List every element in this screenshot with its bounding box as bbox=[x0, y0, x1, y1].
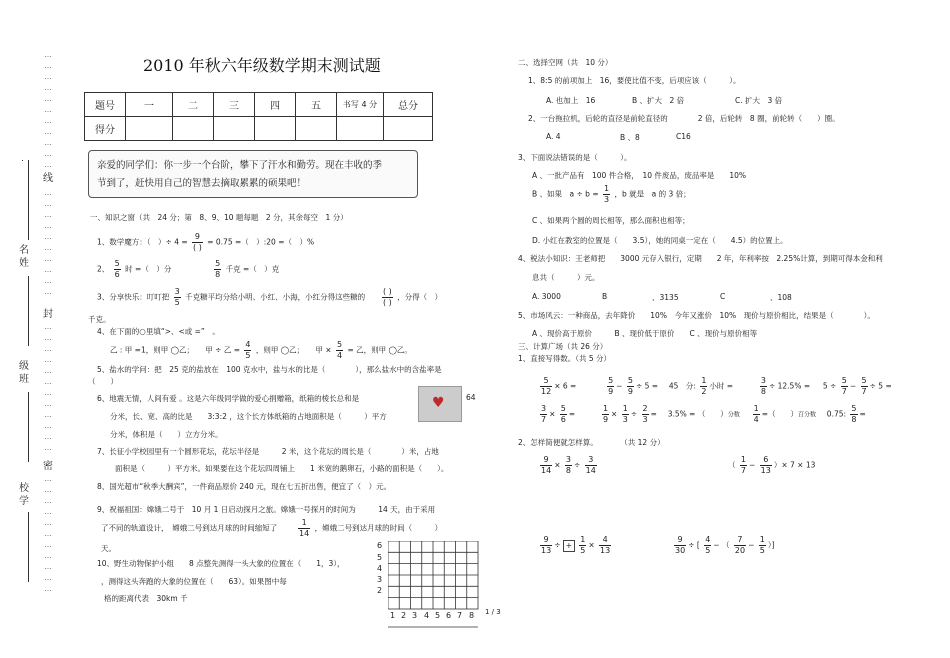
choice-3-option-a: A 、一批产品有 100 件合格， 10 件废品，废品率是 10% bbox=[532, 171, 747, 180]
grid-y-label: 5 bbox=[377, 553, 383, 562]
simplify-row-2-right bbox=[672, 535, 775, 556]
choice-2: 2、一台拖拉机，后轮的直径是前轮直径的 2 倍，后轮转 8 圈，前轮转（ ）圈。 bbox=[528, 114, 840, 123]
op: ）× 7 × 13 bbox=[773, 460, 816, 470]
op: ÷ bbox=[688, 540, 695, 550]
question-5: 5、盐水的学问：把 25 克的盐放在 100 克水中，盐与水的比是（ ），那么盐水中的含盐率是 bbox=[97, 365, 442, 374]
choice-5: 5、市场风云：一种商品，去年降价 10% 今年又涨价 10% 现价与原价相比，结果是（ ）。 bbox=[518, 311, 875, 320]
binding-dots-bottom: … … … … … … … … … … … bbox=[44, 475, 52, 593]
question-7-b: 面积是（ ）平方米。如果要在这个花坛四周铺上 1 米宽的鹅卵石，小路的面积是（ ）。 bbox=[115, 464, 449, 473]
q9-text-b: 了不同的轨道设计， 嫦娥二号到达月球的时间缩短了 bbox=[101, 523, 278, 533]
simplify-row-1 bbox=[538, 455, 599, 476]
encouragement-banner bbox=[88, 150, 418, 198]
choice-1-option-b: B 、扩大 2 倍 bbox=[632, 96, 685, 105]
question-9-b bbox=[101, 518, 442, 539]
section-2-heading: 二、选择空网（共 10 分） bbox=[518, 58, 613, 67]
op: 小时 = bbox=[709, 381, 734, 391]
op: × bbox=[588, 540, 595, 550]
fraction: $\frac{3}{8}$ bbox=[760, 376, 766, 396]
choice-4-option-b: B bbox=[602, 292, 608, 301]
margin-class-label: 级 班 bbox=[19, 361, 29, 385]
question-9-a: 9、祝福祖国：嫦娥二号于 10 月 1 日启动探月之旅。嫦娥一号探月的时间为 14 天，由于采用 bbox=[97, 505, 436, 514]
fraction: $\frac{2}{3}$ bbox=[642, 404, 648, 424]
grid-y-label: 4 bbox=[377, 564, 383, 573]
fraction: $\frac{4}{13}$ bbox=[600, 535, 611, 555]
op: − bbox=[748, 540, 755, 550]
fraction: $\frac{9}{30}$ bbox=[675, 535, 686, 555]
score-header-cell: 四 bbox=[255, 93, 296, 117]
binding-dots-top: … … … … … … … … … … … bbox=[44, 51, 52, 169]
choice-3-option-d: D. 小红在教室的位置是（ 3.5），她的同桌一定在（ 4.5）的位置上。 bbox=[532, 236, 788, 245]
score-cell[interactable] bbox=[337, 117, 384, 141]
q4-text-b: ，则甲 ◯乙； 甲 × bbox=[255, 345, 332, 355]
fraction: $\frac{1}{5}$ bbox=[580, 535, 586, 555]
grid-y-label: 6 bbox=[377, 541, 383, 550]
choice-4-option-b-value: 、3135 bbox=[652, 293, 679, 302]
choice-4-option-a: A. 3000 bbox=[532, 292, 561, 301]
question-6-a: 6、地震无情，人间有爱 。这是六年级同学做的爱心捐赠箱，纸箱的棱长总和是 bbox=[97, 394, 360, 403]
q2-text-b: 时 =（ ）分 bbox=[125, 264, 172, 274]
r3b-text-a: B 、如果 a ÷ b = bbox=[532, 189, 599, 199]
calc-1-heading: 1、直接写得数。（共 5 分） bbox=[518, 354, 612, 363]
grid-x-label: 8 bbox=[469, 611, 475, 620]
choice-2-option-c: C16 bbox=[676, 132, 691, 141]
op: ÷ bbox=[630, 409, 638, 419]
simplify-row-1-right bbox=[728, 455, 815, 476]
fraction: $\frac{5}{7}$ bbox=[861, 376, 867, 396]
q2-fraction-2: $\frac{5}{8}$ bbox=[215, 259, 221, 279]
q1-text-b: = 0.75 =（ ）:20 =（ ）% bbox=[207, 237, 315, 247]
q9-text-c: ，嫦娥二号到达月球的时间（ ） bbox=[314, 523, 443, 533]
q9-fraction: $\frac{1}{14}$ bbox=[299, 518, 310, 538]
grid-x-label: 2 bbox=[401, 611, 407, 620]
fraction: $\frac{4}{5}$ bbox=[705, 535, 711, 555]
op: ÷ 12.5% = bbox=[768, 381, 811, 391]
blank: （ ） bbox=[697, 409, 728, 419]
op: 百分数 bbox=[798, 411, 817, 419]
score-header-cell: 题号 bbox=[85, 93, 126, 117]
blank: （ ） bbox=[768, 409, 798, 419]
q1-text-a: 1、数学魔方：（ ）÷ 4 = bbox=[97, 237, 188, 247]
choice-1-option-c: C. 扩大 3 倍 bbox=[735, 96, 783, 105]
op: （ bbox=[728, 460, 736, 470]
score-header-cell: 三 bbox=[214, 93, 255, 117]
margin-secret-label: 密 bbox=[43, 461, 53, 472]
name-underline-2 bbox=[28, 276, 29, 346]
grid-x-label: 6 bbox=[446, 611, 452, 620]
margin-line-label: 线 bbox=[43, 173, 53, 184]
op: ）] bbox=[767, 540, 775, 550]
op: = bbox=[761, 409, 768, 419]
question-3 bbox=[97, 287, 442, 308]
score-cell[interactable] bbox=[214, 117, 255, 141]
question-8: 8、国光超市“秋季大酬宾”，一件商品原价 240 元，现在七五折出售，便宜了（ ）元。 bbox=[97, 482, 392, 491]
question-6-c: 分米，体积是（ ）立方分米。 bbox=[110, 430, 223, 439]
op: 0.75: bbox=[826, 409, 847, 419]
op: = bbox=[568, 409, 576, 419]
fraction: $\frac{9}{14}$ bbox=[541, 455, 552, 475]
q4-text-a: 乙 : 甲 =1，则甲 ◯乙； 甲 ÷ 乙 = bbox=[110, 345, 240, 355]
grid-y-label: 3 bbox=[377, 575, 383, 584]
op: = bbox=[650, 409, 657, 419]
question-10-a: 10、野生动物保护小组 8 点整先测得一头大象的位置在（ 1，3）， bbox=[97, 559, 345, 568]
fraction: $\frac{7}{20}$ bbox=[734, 535, 746, 555]
op: 3.5% = bbox=[667, 409, 696, 419]
fraction: $\frac{5}{9}$ bbox=[627, 376, 633, 396]
question-7-a: 7、长征小学校园里有一个圆形花坛，花坛半径是 2 米，这个花坛的周长是（ ）米，占地 bbox=[97, 447, 439, 456]
op: [ bbox=[696, 540, 700, 550]
margin-seal-label: 封 bbox=[43, 309, 53, 320]
op: − bbox=[713, 540, 720, 550]
grid-x-label: 3 bbox=[412, 611, 418, 620]
choice-4-option-c: C bbox=[720, 292, 726, 301]
op: × bbox=[549, 409, 556, 419]
op: （ bbox=[721, 540, 730, 550]
op: = bbox=[859, 409, 866, 419]
question-10-c: 格的距离代表 30km 千 bbox=[104, 594, 188, 603]
q3-text-b: 千克糖平均分给小明、小红、小海，小红分得这些糖的 bbox=[185, 292, 366, 302]
score-table bbox=[84, 92, 433, 141]
fraction: $\frac{3}{8}$ bbox=[565, 455, 571, 475]
grid-x-label: 7 bbox=[457, 611, 463, 620]
name-underline bbox=[28, 160, 29, 240]
choice-4-option-c-value: 、108 bbox=[770, 293, 792, 302]
q4-fraction-1: $\frac{4}{5}$ bbox=[245, 340, 251, 360]
score-row-label: 得分 bbox=[85, 117, 126, 141]
simplify-row-2 bbox=[538, 535, 613, 556]
op: 45 分: bbox=[668, 381, 696, 391]
q2-fraction-1: $\frac{5}{6}$ bbox=[114, 259, 120, 279]
fraction: $\frac{5}{8}$ bbox=[851, 404, 857, 424]
class-underline bbox=[28, 392, 29, 462]
q3-text-c: ，分得（ ） bbox=[397, 292, 443, 302]
fraction: $\frac{5}{9}$ bbox=[608, 376, 614, 396]
question-5-blank: （ ） bbox=[88, 377, 118, 386]
q2-text-c: 千克 =（ ）克 bbox=[225, 264, 280, 274]
banner-line-1: 亲爱的同学们：你一步一个台阶，攀下了汗水和勤劳。现在丰收的季 bbox=[97, 160, 383, 171]
fraction: $\frac{1}{3}$ bbox=[622, 404, 628, 424]
question-2 bbox=[97, 259, 279, 280]
section-1-heading: 一、知识之窗（共 24 分；第 8、9、10 题每题 2 分，其余每空 1 分） bbox=[90, 213, 348, 222]
fraction: $\frac{1}{5}$ bbox=[759, 535, 765, 555]
choice-4-a: 4、税法小知识：王老师把 3000 元存入银行，定期 2 年，年利率按 2.25%计算，到期可得本金和利 bbox=[518, 254, 883, 263]
q3-fraction-blank: $\frac{( )}{( )}$ bbox=[382, 287, 392, 307]
choice-3: 3、下面说法错误的是（ ）。 bbox=[518, 153, 632, 162]
op: ÷ 5 = bbox=[869, 381, 892, 391]
binding-dots-mid1: … … … … … … … … … … bbox=[44, 189, 52, 296]
section-3-heading: 三、计算广场（共 26 分） bbox=[518, 342, 608, 351]
heart-icon: ♥ bbox=[432, 395, 445, 411]
grid-x-label: 4 bbox=[424, 611, 430, 620]
name-line bbox=[22, 160, 23, 161]
choice-5-options: A 、现价高于原价 B 、现价低于原价 C 、现价与原价相等 bbox=[532, 329, 758, 338]
choice-1-option-a: A. 也加上 16 bbox=[546, 96, 596, 105]
oral-calc-row-2 bbox=[538, 404, 866, 425]
choice-2-option-a: A. 4 bbox=[546, 132, 561, 141]
q3-fraction: $\frac{3}{5}$ bbox=[174, 287, 180, 307]
score-cell[interactable] bbox=[126, 117, 173, 141]
page-number: 1 / 3 bbox=[485, 608, 501, 616]
donation-box-image bbox=[418, 386, 462, 422]
fraction: $\frac{1}{9}$ bbox=[602, 404, 609, 424]
question-6-edge-total: 64 bbox=[466, 393, 476, 402]
score-header-cell: 一 bbox=[126, 93, 173, 117]
oral-calc-row-1 bbox=[538, 376, 892, 397]
q1-fraction: $\frac{9}{( )}$ bbox=[193, 232, 202, 252]
grid-y-label: 2 bbox=[377, 586, 383, 595]
op: ÷ bbox=[573, 460, 581, 470]
op: − bbox=[849, 381, 857, 391]
fraction: $\frac{5}{7}$ bbox=[841, 376, 847, 396]
op: × bbox=[554, 460, 561, 470]
fraction: $\frac{3}{14}$ bbox=[585, 455, 596, 475]
q3-text-a: 3、分享快乐：叮叮把 bbox=[97, 292, 170, 302]
op: ÷ bbox=[554, 540, 561, 550]
fraction: $\frac{1}{4}$ bbox=[753, 404, 759, 424]
fraction: $\frac{3}{7}$ bbox=[541, 404, 547, 424]
question-1 bbox=[97, 232, 314, 253]
question-6-b: 分米，长、宽、高的比是 3:3:2 ，这个长方体纸箱的占地面积是（ ）平方 bbox=[110, 412, 387, 421]
score-header-cell: 总分 bbox=[384, 93, 433, 117]
margin-name-label: 名 姓 bbox=[19, 245, 29, 269]
fraction: $\frac{1}{7}$ bbox=[740, 455, 746, 475]
page-title: 2010 年秋六年级数学期末测试题 bbox=[143, 56, 381, 75]
fraction: $\frac{5}{12}$ bbox=[541, 376, 552, 396]
fraction: $\frac{6}{13}$ bbox=[760, 455, 771, 475]
score-cell[interactable] bbox=[255, 117, 296, 141]
choice-3-option-c: C 、如果两个圆的周长相等，那么面积也相等； bbox=[532, 216, 690, 225]
choice-2-option-b: B 、8 bbox=[620, 133, 640, 142]
binding-dots-mid2: … … … … … … … … … … … … bbox=[44, 323, 52, 452]
op: − bbox=[748, 460, 756, 470]
fraction: $\frac{5}{6}$ bbox=[560, 404, 566, 424]
op: 5 ÷ bbox=[822, 381, 837, 391]
question-4-items bbox=[110, 340, 412, 361]
margin-school-label: 校 学 bbox=[19, 483, 29, 507]
choice-1: 1、8:5 的前项加上 16，要使比值不变，后项应该（ ）。 bbox=[528, 76, 741, 85]
q2-text-a: 2、 bbox=[97, 264, 110, 274]
grid-x-label: 5 bbox=[435, 611, 441, 620]
calc-2-heading: 2、怎样简便就怎样算。 （共 12 分） bbox=[518, 438, 665, 447]
q4-fraction-2: $\frac{5}{4}$ bbox=[336, 340, 343, 360]
op: − bbox=[616, 381, 623, 391]
question-4: 4、在下面的○里填“>、<或 =” 。 bbox=[97, 327, 220, 336]
q3-unit: 千克。 bbox=[88, 315, 111, 324]
q4-text-c: = 乙，则甲 ◯乙。 bbox=[347, 345, 412, 355]
score-header-cell: 二 bbox=[173, 93, 214, 117]
score-cell[interactable] bbox=[384, 117, 433, 141]
school-underline bbox=[28, 512, 29, 582]
r3b-text-b: ，b 就是 a 的 3 倍； bbox=[614, 189, 691, 199]
op: × bbox=[611, 409, 618, 419]
score-header-cell: 五 bbox=[296, 93, 337, 117]
op: ÷ 5 = bbox=[635, 381, 659, 391]
op: 分数 bbox=[727, 411, 740, 419]
r3b-fraction: $\frac{1}{3}$ bbox=[604, 184, 610, 204]
score-cell[interactable] bbox=[173, 117, 214, 141]
grid-x-label: 1 bbox=[390, 611, 396, 620]
op: + bbox=[565, 540, 573, 550]
question-9-d: 天。 bbox=[101, 544, 116, 553]
choice-3-option-b bbox=[532, 184, 691, 205]
fraction: $\frac{1}{2}$ bbox=[701, 376, 707, 396]
score-cell[interactable] bbox=[296, 117, 337, 141]
question-10-b: ，测得这头奔跑的大象的位置在（ 63）。如果图中每 bbox=[101, 577, 287, 586]
fraction: $\frac{9}{13}$ bbox=[541, 535, 552, 555]
blank-box[interactable] bbox=[563, 540, 575, 552]
choice-4-b: 息共（ ）元。 bbox=[532, 273, 600, 282]
op: × 6 = bbox=[554, 381, 577, 391]
score-header-cell: 书写 4 分 bbox=[337, 93, 384, 117]
banner-line-2: 节到了，赶快用自己的智慧去摘取累累的硕果吧！ bbox=[97, 178, 307, 189]
